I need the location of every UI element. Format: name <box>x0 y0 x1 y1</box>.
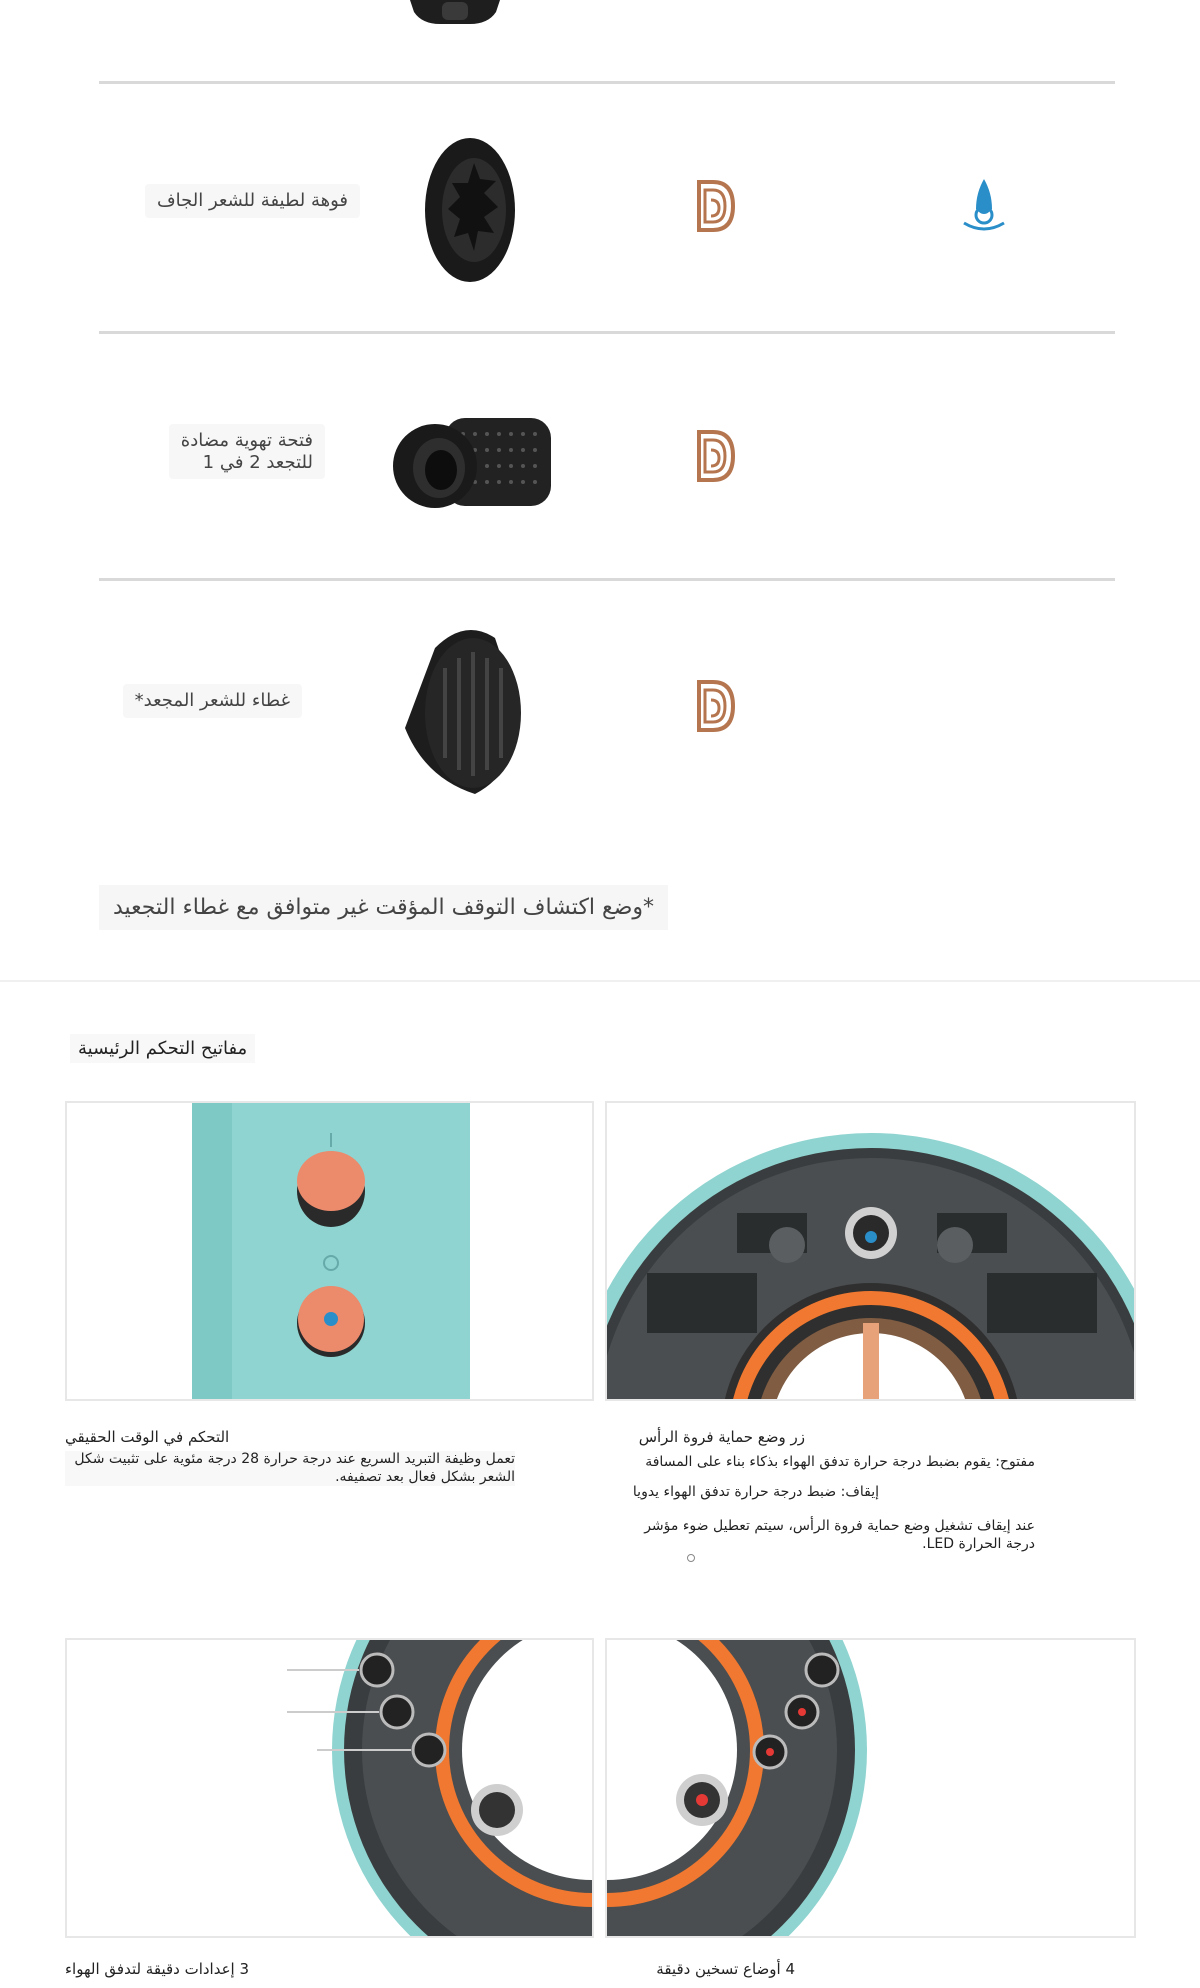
scalp-button-closeup-image <box>607 1103 1134 1399</box>
accessory-label-gentle-nozzle: فوهة لطيفة للشعر الجاف <box>145 184 360 218</box>
gentle-dry-nozzle-image <box>420 135 520 285</box>
heat-mode-icon <box>693 678 739 734</box>
accessory-label-diffuser: غطاء للشعر المجعد* <box>123 684 302 718</box>
realtime-control-image <box>67 1103 592 1399</box>
scalp-protection-off-text: إيقاف: ضبط درجة حرارة تدفق الهواء يدويا <box>632 1484 879 1500</box>
airflow-settings-panel <box>65 1638 594 1938</box>
scalp-protection-panel <box>605 1101 1136 1401</box>
realtime-control-title: التحكم في الوقت الحقيقي <box>65 1428 230 1446</box>
realtime-control-panel <box>65 1101 594 1401</box>
scalp-protection-led-text: عند إيقاف تشغيل وضع حماية فروة الرأس، سيتم تعطيل ضوء مؤشر درجة الحرارة LED. <box>644 1518 1035 1552</box>
heat-buttons-closeup-image <box>607 1640 1134 1936</box>
heat-mode-icon <box>693 178 739 234</box>
airflow-buttons-closeup-image <box>67 1640 592 1936</box>
heat-modes-title: 4 أوضاع تسخين دقيقة <box>656 1960 795 1978</box>
scalp-protection-icon <box>962 175 1006 241</box>
diffuser-compatibility-note: *وضع اكتشاف التوقف المؤقت غير متوافق مع غطاء التجعيد <box>99 885 668 930</box>
anti-frizz-vent-image <box>385 400 555 518</box>
curly-diffuser-image <box>395 618 525 798</box>
nozzle-top-partial-image <box>400 0 510 28</box>
section-separator <box>0 980 1200 982</box>
controls-section-title: مفاتيح التحكم الرئيسية <box>70 1034 255 1063</box>
heat-modes-panel <box>605 1638 1136 1938</box>
scalp-protection-on-text: مفتوح: يقوم بضبط درجة حرارة تدفق الهواء بذكاء بناء على المسافة <box>645 1454 1035 1470</box>
heat-mode-icon <box>693 428 739 484</box>
airflow-settings-title: 3 إعدادات دقيقة لتدفق الهواء <box>65 1960 250 1978</box>
divider <box>99 578 1115 581</box>
divider <box>99 331 1115 334</box>
carousel-dot[interactable] <box>687 1554 695 1562</box>
realtime-control-text: تعمل وظيفة التبريد السريع عند درجة حرارة 28 درجة مئوية على تثبيت شكل الشعر بشكل فعال بعد تصفيفه. <box>65 1451 515 1486</box>
accessory-label-anti-frizz: فتحة تهوية مضادة للتجعد 2 في 1 <box>169 424 325 479</box>
scalp-protection-title: زر وضع حماية فروة الرأس <box>638 1428 805 1446</box>
divider <box>99 81 1115 84</box>
